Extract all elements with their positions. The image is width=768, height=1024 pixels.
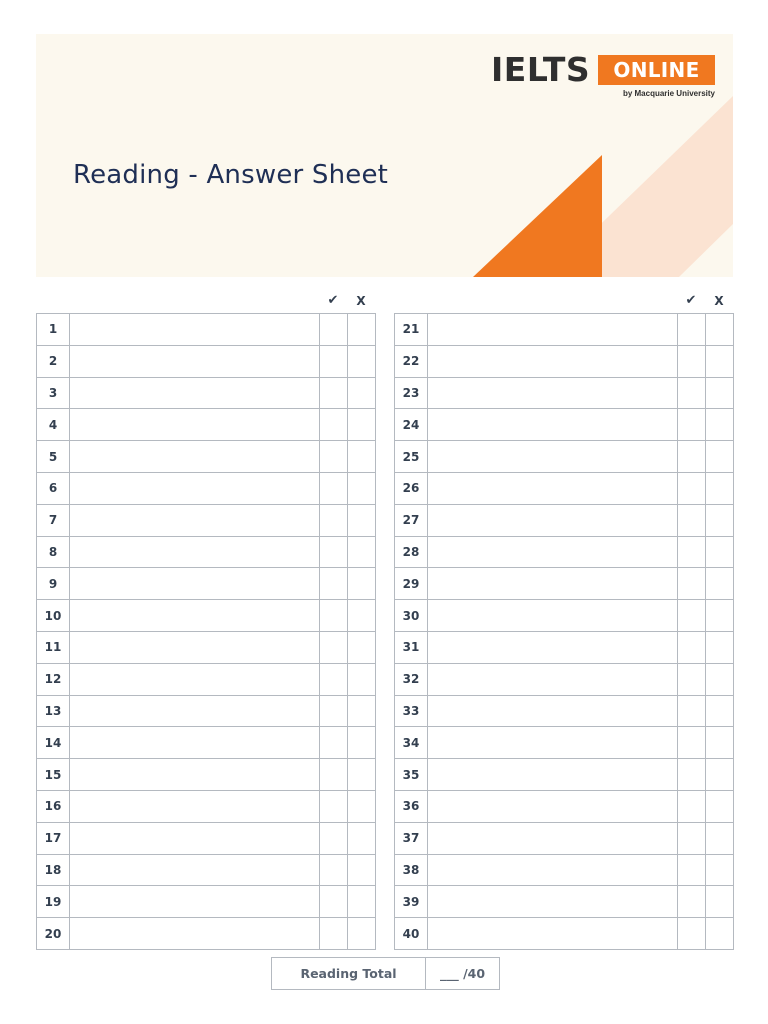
answer-field[interactable] xyxy=(428,345,678,377)
correct-mark-cell[interactable] xyxy=(678,504,706,536)
answer-field[interactable] xyxy=(70,759,320,791)
answer-field[interactable] xyxy=(428,695,678,727)
answer-row xyxy=(37,472,376,504)
question-number: 31 xyxy=(395,631,428,663)
answer-row xyxy=(395,790,734,822)
correct-mark-cell[interactable] xyxy=(320,663,348,695)
incorrect-mark-cell[interactable] xyxy=(706,600,734,632)
question-number: 25 xyxy=(395,441,428,473)
question-number: 39 xyxy=(395,886,428,918)
answer-row xyxy=(395,822,734,854)
answer-field[interactable] xyxy=(70,727,320,759)
question-number: 35 xyxy=(395,759,428,791)
incorrect-mark-cell[interactable] xyxy=(706,886,734,918)
incorrect-mark-cell[interactable] xyxy=(348,441,376,473)
incorrect-mark-cell[interactable] xyxy=(348,504,376,536)
question-number: 26 xyxy=(395,472,428,504)
right-column-headers xyxy=(394,291,734,311)
answer-field[interactable] xyxy=(428,854,678,886)
logo-subtitle: by Macquarie University xyxy=(622,89,715,98)
incorrect-mark-cell[interactable] xyxy=(348,822,376,854)
incorrect-mark-cell[interactable] xyxy=(348,377,376,409)
question-number: 33 xyxy=(395,695,428,727)
question-number: 18 xyxy=(37,854,70,886)
incorrect-mark-cell[interactable] xyxy=(706,663,734,695)
incorrect-x-icon: X xyxy=(356,294,366,308)
answer-row xyxy=(37,568,376,600)
correct-mark-cell[interactable] xyxy=(320,377,348,409)
logo-ielts-text: IELTS xyxy=(491,50,591,89)
question-number: 38 xyxy=(395,854,428,886)
correct-mark-cell[interactable] xyxy=(678,663,706,695)
answer-field[interactable] xyxy=(428,568,678,600)
answer-field[interactable] xyxy=(428,600,678,632)
left-column-headers xyxy=(36,291,376,311)
correct-mark-cell[interactable] xyxy=(678,790,706,822)
correct-mark-cell[interactable] xyxy=(678,854,706,886)
answer-field[interactable] xyxy=(428,886,678,918)
question-number: 27 xyxy=(395,504,428,536)
question-number: 15 xyxy=(37,759,70,791)
answer-row xyxy=(37,536,376,568)
question-number: 28 xyxy=(395,536,428,568)
correct-mark-cell[interactable] xyxy=(320,695,348,727)
question-number: 14 xyxy=(37,727,70,759)
header-banner xyxy=(36,34,733,277)
question-number: 22 xyxy=(395,345,428,377)
answer-field[interactable] xyxy=(70,472,320,504)
question-number: 30 xyxy=(395,600,428,632)
correct-mark-cell[interactable] xyxy=(678,695,706,727)
incorrect-mark-cell[interactable] xyxy=(348,631,376,663)
answer-field[interactable] xyxy=(428,663,678,695)
answer-row xyxy=(395,409,734,441)
correct-mark-cell[interactable] xyxy=(320,790,348,822)
question-number: 2 xyxy=(37,345,70,377)
correct-mark-cell[interactable] xyxy=(678,759,706,791)
incorrect-mark-cell[interactable] xyxy=(706,441,734,473)
answer-field[interactable] xyxy=(70,886,320,918)
answer-field[interactable] xyxy=(428,504,678,536)
incorrect-mark-cell[interactable] xyxy=(348,314,376,346)
answer-field[interactable] xyxy=(428,472,678,504)
question-number: 11 xyxy=(37,631,70,663)
answer-row xyxy=(37,409,376,441)
question-number: 19 xyxy=(37,886,70,918)
incorrect-mark-cell[interactable] xyxy=(348,600,376,632)
incorrect-mark-cell[interactable] xyxy=(348,918,376,950)
incorrect-mark-cell[interactable] xyxy=(348,568,376,600)
question-number: 23 xyxy=(395,377,428,409)
correct-mark-cell[interactable] xyxy=(678,441,706,473)
incorrect-mark-cell[interactable] xyxy=(706,536,734,568)
question-number: 24 xyxy=(395,409,428,441)
incorrect-mark-cell[interactable] xyxy=(348,854,376,886)
question-number: 34 xyxy=(395,727,428,759)
incorrect-mark-cell[interactable] xyxy=(706,727,734,759)
correct-mark-cell[interactable] xyxy=(320,409,348,441)
answer-field[interactable] xyxy=(70,822,320,854)
answer-field[interactable] xyxy=(428,727,678,759)
correct-mark-cell[interactable] xyxy=(320,536,348,568)
incorrect-mark-cell[interactable] xyxy=(348,695,376,727)
answer-field[interactable] xyxy=(428,759,678,791)
answer-field[interactable] xyxy=(70,631,320,663)
answer-field[interactable] xyxy=(428,441,678,473)
correct-mark-cell[interactable] xyxy=(320,727,348,759)
correct-mark-cell[interactable] xyxy=(678,536,706,568)
answer-row xyxy=(37,631,376,663)
incorrect-mark-cell[interactable] xyxy=(348,886,376,918)
incorrect-mark-cell[interactable] xyxy=(348,536,376,568)
correct-mark-cell[interactable] xyxy=(320,854,348,886)
answer-row xyxy=(37,886,376,918)
question-number: 21 xyxy=(395,314,428,346)
answer-row xyxy=(37,759,376,791)
correct-mark-cell[interactable] xyxy=(320,441,348,473)
correct-mark-cell[interactable] xyxy=(678,727,706,759)
question-number: 29 xyxy=(395,568,428,600)
correct-mark-cell[interactable] xyxy=(320,631,348,663)
correct-mark-cell[interactable] xyxy=(320,759,348,791)
answer-field[interactable] xyxy=(428,790,678,822)
question-number: 3 xyxy=(37,377,70,409)
answer-row xyxy=(395,759,734,791)
incorrect-mark-cell[interactable] xyxy=(706,409,734,441)
correct-mark-cell[interactable] xyxy=(320,472,348,504)
incorrect-mark-cell[interactable] xyxy=(348,345,376,377)
question-number: 32 xyxy=(395,663,428,695)
correct-mark-cell[interactable] xyxy=(320,600,348,632)
correct-mark-cell[interactable] xyxy=(678,631,706,663)
correct-mark-cell[interactable] xyxy=(320,504,348,536)
incorrect-mark-cell[interactable] xyxy=(706,631,734,663)
incorrect-mark-cell[interactable] xyxy=(706,759,734,791)
incorrect-mark-cell[interactable] xyxy=(348,727,376,759)
question-number: 1 xyxy=(37,314,70,346)
question-number: 5 xyxy=(37,441,70,473)
answer-row xyxy=(395,314,734,346)
answer-row xyxy=(37,314,376,346)
question-number: 10 xyxy=(37,600,70,632)
answer-row xyxy=(395,504,734,536)
answer-row xyxy=(37,822,376,854)
answer-field[interactable] xyxy=(70,663,320,695)
answer-field[interactable] xyxy=(70,345,320,377)
answer-row xyxy=(395,663,734,695)
answer-row xyxy=(395,854,734,886)
incorrect-mark-cell[interactable] xyxy=(706,314,734,346)
answer-row xyxy=(37,504,376,536)
answer-row xyxy=(395,536,734,568)
correct-mark-cell[interactable] xyxy=(320,345,348,377)
reading-total-label: Reading Total xyxy=(272,958,426,989)
correct-mark-cell[interactable] xyxy=(678,886,706,918)
answer-row xyxy=(37,377,376,409)
incorrect-mark-cell[interactable] xyxy=(706,822,734,854)
correct-mark-cell[interactable] xyxy=(320,918,348,950)
answer-row xyxy=(395,472,734,504)
answer-row xyxy=(395,695,734,727)
answer-row xyxy=(37,854,376,886)
correct-mark-cell[interactable] xyxy=(678,314,706,346)
page-title: Reading - Answer Sheet xyxy=(73,160,389,190)
incorrect-mark-cell[interactable] xyxy=(348,409,376,441)
reading-total-field[interactable]: ___ /40 xyxy=(439,966,486,981)
answer-field[interactable] xyxy=(70,504,320,536)
question-number: 12 xyxy=(37,663,70,695)
correct-mark-cell[interactable] xyxy=(320,568,348,600)
correct-mark-cell[interactable] xyxy=(320,314,348,346)
correct-mark-cell[interactable] xyxy=(678,822,706,854)
answer-table-right xyxy=(394,313,734,950)
question-number: 17 xyxy=(37,822,70,854)
orange-triangle xyxy=(473,155,602,277)
answer-table-left xyxy=(36,313,376,950)
answer-row xyxy=(395,631,734,663)
answer-row xyxy=(395,886,734,918)
question-number: 36 xyxy=(395,790,428,822)
incorrect-mark-cell[interactable] xyxy=(348,759,376,791)
correct-mark-cell[interactable] xyxy=(678,568,706,600)
logo-online-badge: ONLINE xyxy=(598,55,715,85)
reading-total-box xyxy=(271,957,500,990)
incorrect-x-icon: X xyxy=(714,294,724,308)
answer-row xyxy=(37,345,376,377)
answer-field[interactable] xyxy=(70,409,320,441)
question-number: 7 xyxy=(37,504,70,536)
answer-field[interactable] xyxy=(428,822,678,854)
incorrect-mark-cell[interactable] xyxy=(706,568,734,600)
correct-mark-cell[interactable] xyxy=(678,409,706,441)
correct-mark-cell[interactable] xyxy=(678,345,706,377)
correct-check-icon: ✔ xyxy=(327,293,339,308)
answer-row xyxy=(395,345,734,377)
correct-check-icon: ✔ xyxy=(685,293,697,308)
answer-row xyxy=(395,568,734,600)
answer-field[interactable] xyxy=(70,441,320,473)
answer-field[interactable] xyxy=(70,790,320,822)
answer-row xyxy=(395,441,734,473)
answer-row xyxy=(37,790,376,822)
answer-field[interactable] xyxy=(428,314,678,346)
incorrect-mark-cell[interactable] xyxy=(706,472,734,504)
correct-mark-cell[interactable] xyxy=(678,918,706,950)
answer-row xyxy=(37,441,376,473)
answer-row xyxy=(37,600,376,632)
answer-row xyxy=(37,918,376,950)
answer-row xyxy=(37,695,376,727)
question-number: 6 xyxy=(37,472,70,504)
answer-field[interactable] xyxy=(428,536,678,568)
ielts-online-logo xyxy=(491,51,715,101)
answer-field[interactable] xyxy=(70,568,320,600)
correct-mark-cell[interactable] xyxy=(320,822,348,854)
answer-field[interactable] xyxy=(428,631,678,663)
answer-field[interactable] xyxy=(70,695,320,727)
answer-row xyxy=(395,377,734,409)
correct-mark-cell[interactable] xyxy=(678,472,706,504)
question-number: 20 xyxy=(37,918,70,950)
answer-field[interactable] xyxy=(428,918,678,950)
answer-field[interactable] xyxy=(70,918,320,950)
answer-row xyxy=(395,600,734,632)
incorrect-mark-cell[interactable] xyxy=(706,918,734,950)
answer-row xyxy=(395,918,734,950)
answer-field[interactable] xyxy=(428,377,678,409)
correct-mark-cell[interactable] xyxy=(678,600,706,632)
answer-field[interactable] xyxy=(70,536,320,568)
answer-field[interactable] xyxy=(70,600,320,632)
answer-field[interactable] xyxy=(70,314,320,346)
question-number: 4 xyxy=(37,409,70,441)
answer-field[interactable] xyxy=(428,409,678,441)
question-number: 37 xyxy=(395,822,428,854)
question-number: 9 xyxy=(37,568,70,600)
incorrect-mark-cell[interactable] xyxy=(706,504,734,536)
question-number: 8 xyxy=(37,536,70,568)
incorrect-mark-cell[interactable] xyxy=(706,345,734,377)
incorrect-mark-cell[interactable] xyxy=(348,663,376,695)
incorrect-mark-cell[interactable] xyxy=(706,854,734,886)
incorrect-mark-cell[interactable] xyxy=(348,790,376,822)
question-number: 16 xyxy=(37,790,70,822)
correct-mark-cell[interactable] xyxy=(320,886,348,918)
incorrect-mark-cell[interactable] xyxy=(706,377,734,409)
answer-field[interactable] xyxy=(70,377,320,409)
answer-row xyxy=(37,663,376,695)
answer-field[interactable] xyxy=(70,854,320,886)
incorrect-mark-cell[interactable] xyxy=(706,790,734,822)
answer-row xyxy=(395,727,734,759)
incorrect-mark-cell[interactable] xyxy=(706,695,734,727)
answer-row xyxy=(37,727,376,759)
incorrect-mark-cell[interactable] xyxy=(348,472,376,504)
question-number: 40 xyxy=(395,918,428,950)
correct-mark-cell[interactable] xyxy=(678,377,706,409)
question-number: 13 xyxy=(37,695,70,727)
